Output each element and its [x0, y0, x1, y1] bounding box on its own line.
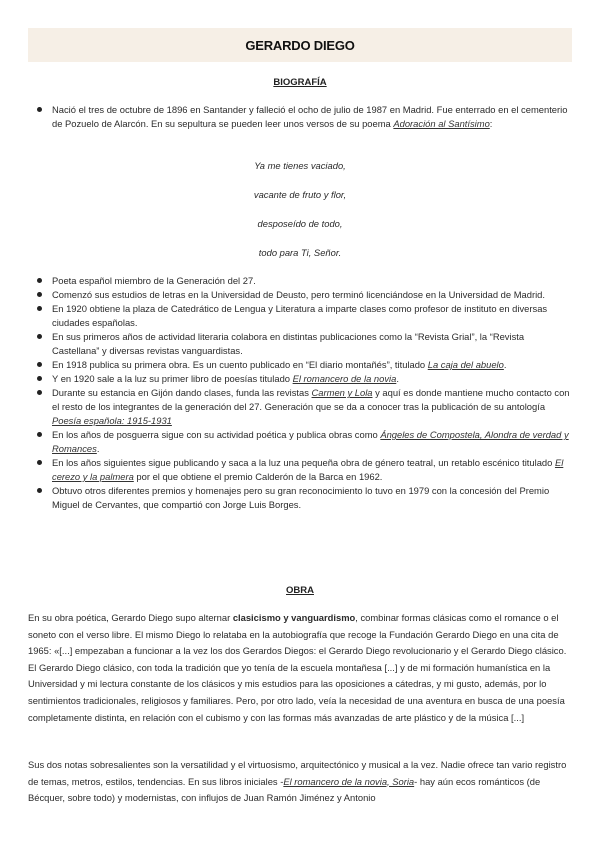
poem-link[interactable]: Adoración al Santísimo	[393, 118, 490, 129]
poem-line: Ya me tienes vaciado,	[254, 160, 346, 171]
work-link[interactable]: Poesía española: 1915-1931	[52, 415, 172, 426]
page-title: GERARDO DIEGO	[245, 37, 355, 53]
poem-line: todo para Ti, Señor.	[258, 247, 342, 258]
bio-list	[36, 274, 572, 512]
biografia-heading: BIOGRAFÍA	[273, 77, 327, 88]
poem-line: desposeído de todo,	[257, 218, 343, 229]
list-item: En sus primeros años de actividad literaria colabora en distintas publicaciones como la “Revista Grial”, la “Revista Castellana” y diversas revistas vanguardistas.	[36, 330, 572, 358]
list-item: En los años siguientes sigue publicando y saca a la luz una pequeña obra de género teatral, un retablo escénico titulado El cerezo y la palmera por el que obtiene el premio Calderón de la Barca en 1962.	[36, 456, 572, 484]
list-item: En 1920 obtiene la plaza de Catedrático de Lengua y Literatura a imparte clases como profesor de instituto en diversas ciudades españolas.	[36, 302, 572, 330]
list-item: Poeta español miembro de la Generación del 27.	[36, 274, 572, 288]
work-link[interactable]: El cerezo y la palmera	[52, 457, 564, 482]
poem-line: vacante de fruto y flor,	[253, 189, 347, 200]
work-link[interactable]: Ángeles de Compostela, Alondra de verdad y Romances	[52, 429, 569, 454]
list-item: En los años de posguerra sigue con su actividad poética y publica obras como Ángeles de Compostela, Alondra de verdad y Romances.	[36, 428, 572, 456]
obra-heading: OBRA	[286, 585, 314, 596]
list-item: Y en 1920 sale a la luz su primer libro de poesías titulado El romancero de la novia.	[36, 372, 572, 386]
work-link[interactable]: El romancero de la novia	[292, 373, 397, 384]
bio-first-list	[36, 103, 572, 131]
list-item: Nació el tres de octubre de 1896 en Santander y falleció el ocho de julio de 1987 en Madrid. Fue enterrado en el cementerio de Pozuelo de Alarcón. En su sepultura se pueden leer unos versos de su poema Adoración al Santísimo:	[36, 103, 572, 131]
work-link[interactable]: El romancero de la novia, Soria	[283, 775, 415, 787]
obra-paragraph: Sus dos notas sobresalientes son la versatilidad y el virtuosismo, arquitectónico y musical a la vez. Nadie ofrece tan vario registro de temas, metros, estilos, tendencias. En sus libros iniciales -El romancero de la novia, Soria- hay aún ecos románticos (de Bécquer, sobre todo) y modernistas, con influjos de Juan Ramón Jiménez y Antonio	[28, 759, 567, 804]
list-item: Obtuvo otros diferentes premios y homenajes pero su gran reconocimiento lo tuvo en 1979 con la concesión del Premio Miguel de Cervantes, que compartió con Jorge Luis Borges.	[36, 484, 572, 512]
list-item: Comenzó sus estudios de letras en la Universidad de Deusto, pero terminó licenciándose en la Universidad de Madrid.	[36, 288, 572, 302]
work-link[interactable]: Carmen y Lola	[311, 387, 373, 398]
list-item: Durante su estancia en Gijón dando clases, funda las revistas Carmen y Lola y aquí es donde mantiene mucho contacto con el resto de los integrantes de la generación del 27. Generación que se da a conocer tras la publicación de su antología Poesía española: 1915-1931	[36, 386, 572, 428]
obra-paragraph: En su obra poética, Gerardo Diego supo alternar clasicismo y vanguardismo, combinar formas clásicas como el romance o el soneto con el verso libre. El mismo Diego lo relataba en la autobiografía que recoge la Fundación Gerardo Diego en una cita de 1965: «[...] empezaban a funcionar a la vez los dos Gerardos Diegos: el Gerardo Diego revolucionario y el Gerardo Diego clásico. El Gerardo Diego clásico, con toda la tradición que yo tenía de la escuela montañesa [...] y de mi formación humanística en la Universidad y mi lectura constante de los clásicos y mis estudios para las oposiciones a cátedras, y mi gusto, además, por lo sentimientos tradicionales, religiosos y familiares. Pero, por otro lado, veía la necesidad de una aventura en busca de una poesía completamente distinta, en relación con el cubismo y con las formas más avanzadas de arte plástico y de la música [...]	[28, 612, 567, 723]
title-banner	[28, 28, 572, 62]
list-item: En 1918 publica su primera obra. Es un cuento publicado en “El diario montañés”, titulado La caja del abuelo.	[36, 358, 572, 372]
poem-verses	[0, 159, 600, 275]
work-link[interactable]: La caja del abuelo	[427, 359, 504, 370]
